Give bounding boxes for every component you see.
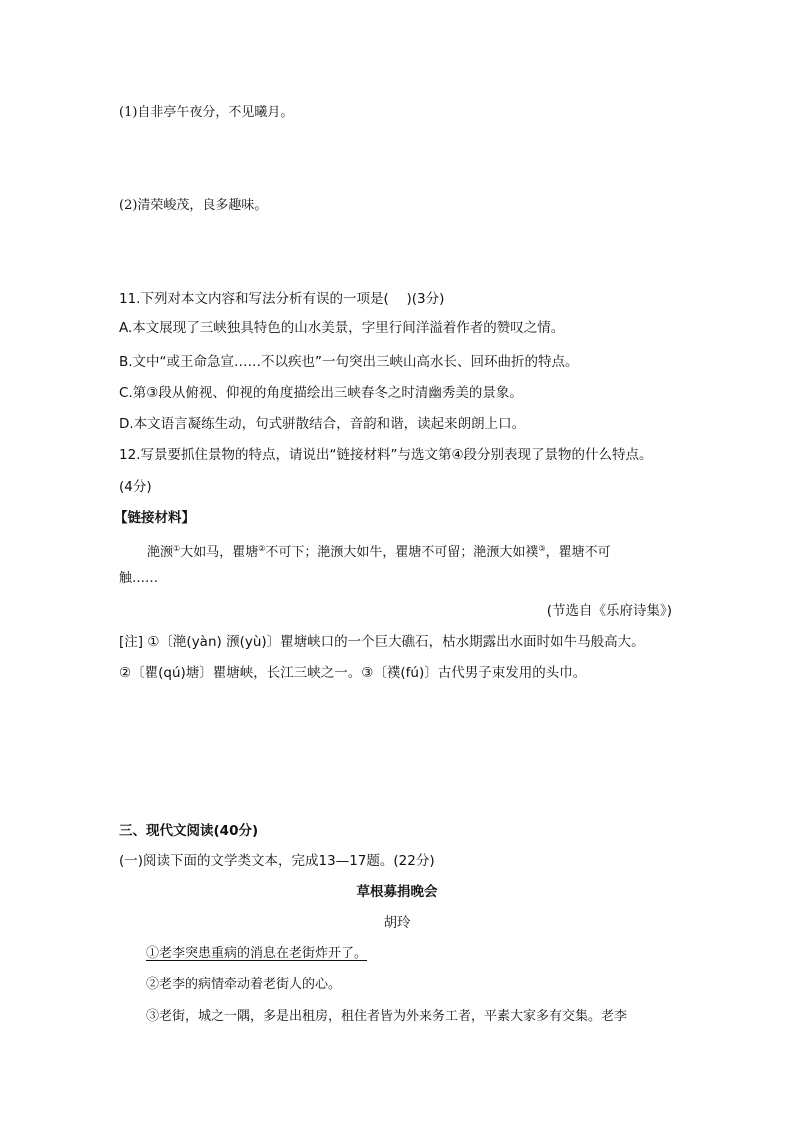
link-material-text-line1 (147, 540, 611, 562)
article-paragraph-1: ①老李突患重病的消息在老街炸开了。 (146, 946, 368, 961)
section-3-title: 三、现代文阅读(40分) (119, 823, 259, 839)
question-11-stem: 11.下列对本文内容和写法分析有误的一项是( )(3分) (119, 291, 445, 307)
link-material-heading: 【链接材料】 (114, 510, 195, 526)
link-material-note-1: [注] ①〔滟(yàn) 滪(yù)〕瞿塘峡口的一个巨大礁石，枯水期露出水面时如牛马般高大。 (119, 634, 645, 650)
footnote-mark: ② (258, 544, 266, 553)
question-12-points: (4分) (119, 479, 152, 495)
link-material-source: (节选自《乐府诗集》) (546, 603, 672, 619)
link-text-segment: ，瞿塘不可 (545, 545, 611, 560)
link-text-segment: 大如马，瞿塘 (180, 545, 259, 560)
question-11-option-c: C.第③段从俯视、仰视的角度描绘出三峡春冬之时清幽秀美的景象。 (119, 385, 523, 401)
translation-item-2: (2)清荣峻茂，良多趣味。 (119, 198, 268, 213)
link-text-segment: 不可下；滟滪大如牛，瞿塘不可留；滟滪大如襆 (265, 545, 539, 560)
footnote-mark: ③ (538, 544, 546, 553)
link-text-segment: 滟滪 (147, 545, 174, 560)
article-author: 胡玲 (383, 915, 411, 931)
question-11-option-b: B.文中“或王命急宣……不以疾也”一句突出三峡山高水长、回环曲折的特点。 (119, 354, 579, 370)
translation-item-1: (1)自非亭午夜分，不见曦月。 (119, 105, 294, 120)
article-title: 草根募捐晚会 (356, 884, 438, 900)
link-material-note-2: ②〔瞿(qú)塘〕瞿塘峡，长江三峡之一。③〔襆(fú)〕古代男子束发用的头巾。 (119, 665, 587, 681)
link-material-text-line2: 触…… (119, 571, 159, 586)
question-11-option-d: D.本文语言凝练生动，句式骈散结合，音韵和谐，读起来朗朗上口。 (119, 416, 526, 432)
footnote-mark: ① (173, 544, 181, 553)
question-12-stem: 12.写景要抓住景物的特点，请说出“链接材料”与选文第④段分别表现了景物的什么特点。 (119, 447, 653, 463)
article-paragraph-3: ③老街，城之一隅，多是出租房，租住者皆为外来务工者，平素大家多有交集。老李 (146, 1009, 628, 1024)
section-3-subtitle: (一)阅读下面的文学类文本，完成13—17题。(22分) (119, 853, 435, 869)
question-11-option-a: A.本文展现了三峡独具特色的山水美景，字里行间洋溢着作者的赞叹之情。 (119, 320, 565, 336)
article-paragraph-2: ②老李的病情牵动着老街人的心。 (146, 977, 342, 992)
